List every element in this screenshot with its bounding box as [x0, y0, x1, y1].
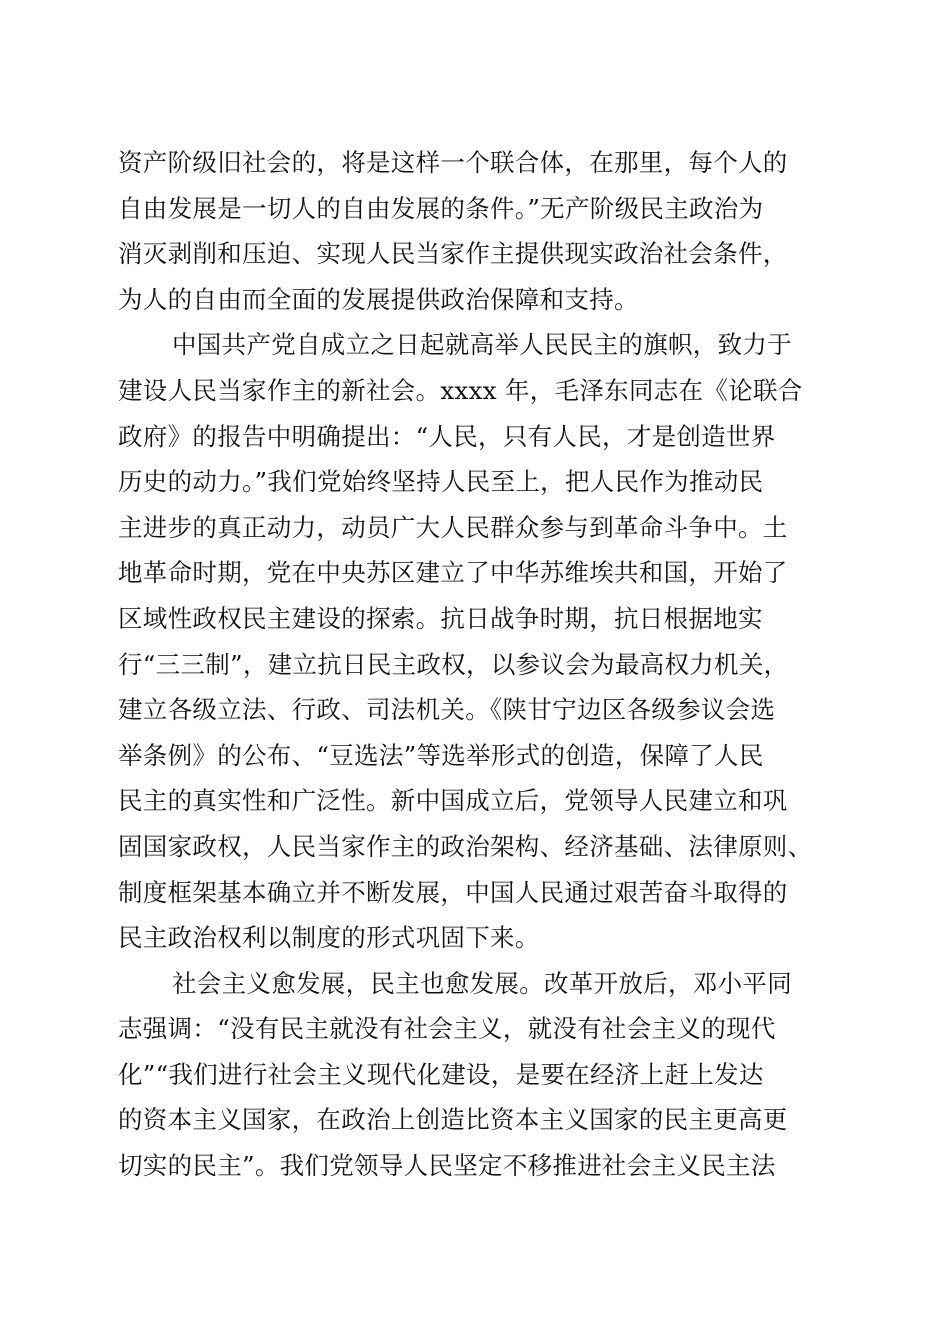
text-line: 社会主义愈发展，民主也愈发展。改革开放后，邓小平同 — [172, 968, 792, 998]
text-line: 建立各级立法、行政、司法机关。《陕甘宁边区各级参议会选 — [118, 695, 776, 725]
text-line: 化”“我们进行社会主义现代化建设，是要在经济上赶上发达 — [118, 1059, 764, 1089]
paragraph-2 — [118, 322, 824, 960]
text-line: 制度框架基本确立并不断发展，中国人民通过艰苦奋斗取得的 — [118, 877, 788, 907]
text-line: 切实的民主”。我们党领导人民坚定不移推进社会主义民主法 — [118, 1151, 776, 1181]
text-line: 的资本主义国家，在政治上创造比资本主义国家的民主更高更 — [118, 1105, 788, 1135]
text-line: 地革命时期，党在中央苏区建立了中华苏维埃共和国，开始了 — [118, 558, 788, 588]
text-line: 志强调：“没有民主就没有社会主义，就没有社会主义的现代 — [118, 1014, 776, 1044]
text-line: 举条例》的公布、“豆选法”等选举形式的创造，保障了人民 — [118, 740, 764, 770]
text-line: 固国家政权，人民当家作主的政治架构、经济基础、法律原则、 — [118, 831, 813, 861]
text-line: 民主政治权利以制度的形式巩固下来。 — [118, 923, 540, 953]
text-line: 中国共产党自成立之日起就高举人民民主的旗帜，致力于 — [172, 330, 792, 360]
text-line: 区域性政权民主建设的探索。抗日战争时期，抗日根据地实 — [118, 603, 763, 633]
text-line: 民主的真实性和广泛性。新中国成立后，党领导人民建立和巩 — [118, 786, 788, 816]
paragraph-3 — [118, 961, 824, 1189]
paragraph-1 — [118, 140, 824, 322]
text-line: 政府》的报告中明确提出：“人民，只有人民，才是创造世界 — [118, 421, 776, 451]
text-line: 为人的自由而全面的发展提供政治保障和支持。 — [118, 284, 639, 314]
text-line: 资产阶级旧社会的，将是这样一个联合体，在那里，每个人的 — [118, 148, 788, 177]
text-line: 自由发展是一切人的自由发展的条件。”无产阶级民主政治为 — [118, 193, 764, 223]
text-line: 历史的动力。”我们党始终坚持人民至上，把人民作为推动民 — [118, 467, 764, 497]
text-line: 消灭剥削和压迫、实现人民当家作主提供现实政治社会条件， — [118, 239, 788, 269]
text-line: 建设人民当家作主的新社会。xxxx 年，毛泽东同志在《论联合 — [118, 375, 803, 405]
text-line: 行“三三制”，建立抗日民主政权，以参议会为最高权力机关， — [118, 649, 789, 679]
text-line: 主进步的真正动力，动员广大人民群众参与到革命斗争中。土 — [118, 512, 788, 542]
body-text — [118, 140, 824, 1189]
